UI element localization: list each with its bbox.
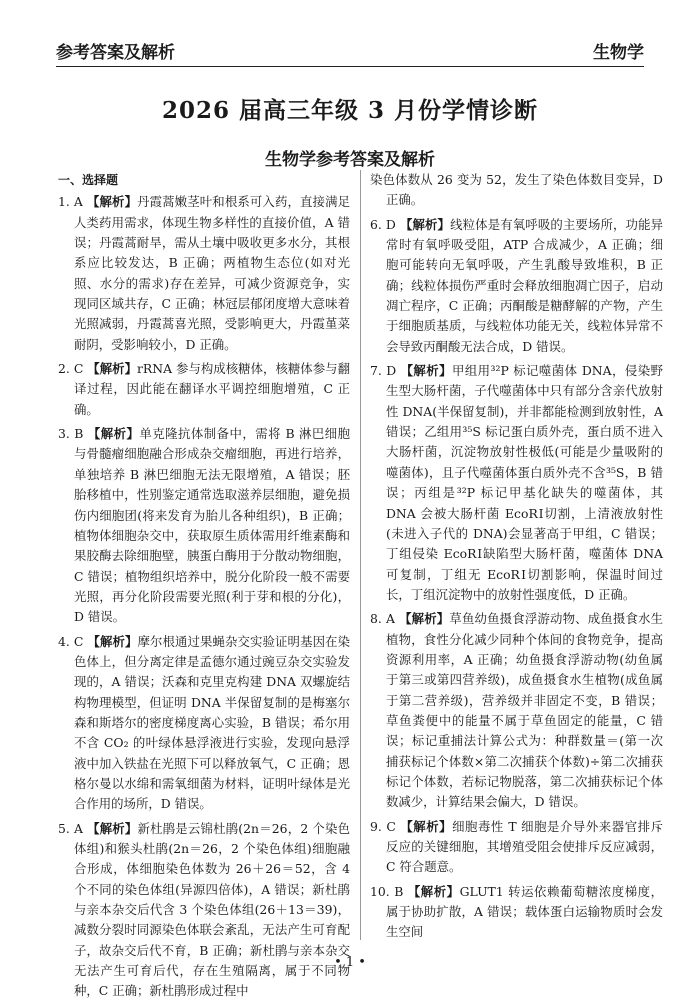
answer-item	[370, 215, 663, 357]
analysis-text: 甲组用³²P 标记噬菌体 DNA，侵染野生型大肠杆菌，子代噬菌体中只有部分含亲代放射性 DNA(半保留复制)，并非都能检测到放射性，A 错误；乙组用³⁵S 标记蛋白质外壳，蛋白质不进入大肠杆菌，沉淀物放射性极低(可能是少量吸附的噬菌体)，且子代噬菌体蛋白质外壳不含³⁵S，B 错误；丙组是³²P 标记甲基化缺失的噬菌体，其 DNA 会被大肠杆菌 EcoRⅠ切割，上清液放射性(未进入子代的 DNA)会显著高于甲组，C 错误；丁组侵染 EcoRⅠ缺陷型大肠杆菌，噬菌体 DNA 可复制，丁组无 EcoRⅠ切割影响，保温时间过长，丁组沉淀物中的放射性强度低，D 正确。	[386, 363, 663, 602]
answer-item	[370, 609, 663, 812]
column-divider	[360, 170, 361, 940]
question-number: 1.	[58, 194, 70, 210]
answer-choice: A	[385, 611, 395, 627]
answer-choice: A	[73, 820, 83, 836]
analysis-text: 草鱼幼鱼摄食浮游动物、成鱼摄食水生植物，食性分化减少同种个体间的食物竞争，提高资源利用率，A 正确；幼鱼摄食浮游动物(幼鱼属于第三或第四营养级)，成鱼摄食水生植物(成鱼属于第二营养级)，营养级并非固定不变，B 错误；草鱼粪便中的能量不属于草鱼固定的能量，C 错误；标记重捕法计算公式为：种群数量＝(第一次捕获标记个体数×第二次捕获个体数)÷第二次捕获标记个体数，若标记物脱落，第二次捕获标记个体数减少，计算结果会偏大，D 错误。	[386, 611, 664, 810]
answer-item	[370, 882, 663, 943]
analysis-tag: 【解析】	[86, 194, 138, 210]
answer-item	[370, 170, 663, 211]
analysis-tag: 【解析】	[400, 363, 452, 379]
analysis-tag: 【解析】	[407, 883, 460, 899]
analysis-tag: 【解析】	[399, 611, 450, 627]
question-number: 9.	[370, 818, 382, 834]
question-number: 10.	[370, 883, 390, 899]
section-heading: 一、选择题	[58, 173, 119, 187]
analysis-text: rRNA 参与构成核糖体，核糖体参与翻译过程，因此能在翻译水平调控细胞增殖，C 正确。	[74, 361, 350, 417]
document-subtitle: 生物学参考答案及解析	[265, 150, 435, 170]
answer-choice: D	[385, 216, 396, 232]
question-number: 2.	[58, 361, 70, 377]
analysis-text: 新杜鹃是云锦杜鹃(2n＝26，2 个染色体组)和猴头杜鹃(2n＝26，2 个染色体组)细胞融合形成，体细胞染色体数为 26＋26＝52，含 4 个不同的染色体组(异源四倍体)，A 错误；新杜鹃与亲本杂交后代含 3 个染色体组(26＋13＝39)，减数分裂时同源染色体联会紊乱，无法产生可育配子，故杂交后代不育，B 正确；新杜鹃与亲本杂交无法产生可育后代，存在生殖隔离，属于不同物种，C 正确；新杜鹃形成过程中	[74, 820, 350, 999]
analysis-tag: 【解析】	[400, 818, 453, 834]
question-number: 3.	[58, 426, 70, 442]
analysis-text: 细胞毒性 T 细胞是介导外来器官排斥反应的关键细胞，其增殖受阻会使排斥反应减弱，C 符合题意。	[386, 818, 663, 875]
analysis-tag: 【解析】	[87, 633, 138, 649]
question-number: 5.	[58, 820, 70, 836]
question-number: 6.	[370, 216, 382, 232]
analysis-tag: 【解析】	[399, 216, 451, 232]
analysis-text: 单克隆抗体制备中，需将 B 淋巴细胞与骨髓瘤细胞融合形成杂交瘤细胞，再进行培养，单独培养 B 淋巴细胞无法无限增殖，A 错误；胚胎移植中，性别鉴定通常选取滋养层细胞，避免损伤内细胞团(将来发育为胎儿各种组织)，B 正确；植物体细胞杂交中，获取原生质体需用纤维素酶和果胶酶去除细胞壁，胰蛋白酶用于分散动物细胞，C 错误；植物组织培养中，脱分化阶段一般不需要光照，再分化阶段需要光照(利于芽和根的分化)，D 错误。	[74, 426, 351, 625]
answer-item	[58, 192, 350, 355]
left-column	[58, 170, 350, 1006]
right-column	[370, 170, 663, 947]
analysis-tag: 【解析】	[87, 820, 138, 836]
page-header	[56, 30, 644, 67]
answer-item	[58, 424, 350, 627]
answer-choice: D	[386, 363, 397, 379]
analysis-text: 摩尔根通过果蝇杂交实验证明基因在染色体上，但分离定律是孟德尔通过豌豆杂交实验发现的，A 错误；沃森和克里克构建 DNA 双螺旋结构物理模型，但证明 DNA 半保留复制的是梅塞尔森和斯塔尔的密度梯度离心实验，B 错误；希尔用不含 CO₂ 的叶绿体悬浮液进行实验，发现向悬浮液中加入铁盐在光照下可以释放氧气，C 正确；恩格尔曼以水绵和需氧细菌为材料，证明叶绿体是光合作用的场所，D 错误。	[74, 633, 350, 812]
answer-item	[58, 359, 350, 420]
answer-item	[370, 817, 663, 878]
answer-choice: C	[386, 818, 396, 834]
answer-item	[58, 819, 350, 1002]
question-number: 7.	[370, 363, 382, 379]
answer-choice: B	[74, 426, 84, 442]
analysis-text: 线粒体是有氧呼吸的主要场所，功能异常时有氧呼吸受阻，ATP 合成减少，A 正确；细胞可能转向无氧呼吸，产生乳酸导致堆积，B 正确；线粒体损伤严重时会释放细胞凋亡因子，启动凋亡程序，C 正确；丙酮酸是糖酵解的产物，产生于细胞质基质，与线粒体功能无关，线粒体异常不会导致丙酮酸无法合成，D 错误。	[386, 216, 664, 354]
document-title: 2026 届高三年级 3 月份学情诊断	[161, 97, 539, 124]
header-subject-label: 生物学	[593, 43, 644, 63]
question-number: 4.	[58, 633, 70, 649]
analysis-text: 染色体数从 26 变为 52，发生了染色体数目变异，D 正确。	[370, 172, 663, 208]
answer-choice: B	[394, 883, 404, 899]
analysis-tag: 【解析】	[87, 426, 140, 442]
header-left-label: 参考答案及解析	[56, 43, 175, 63]
answer-item	[58, 632, 350, 815]
question-number: 8.	[370, 611, 382, 627]
analysis-text: GLUT1 转运依赖葡萄糖浓度梯度，属于协助扩散，A 错误；载体蛋白运输物质时会发生空间	[386, 883, 663, 940]
answer-choice: A	[73, 194, 83, 210]
answer-choice: C	[73, 633, 84, 649]
answer-item	[370, 361, 663, 605]
analysis-tag: 【解析】	[87, 361, 137, 377]
answer-choice: C	[73, 361, 84, 377]
page-number: • 1 •	[334, 955, 366, 970]
analysis-text: 丹霞蒿嫩茎叶和根系可入药，直接满足人类药用需求，体现生物多样性的直接价值，A 错误；丹霞蒿耐旱，需从土壤中吸收更多水分，其根系应比较发达，B 正确；两植物生态位(如对光照、水分的需求)存在差异，可减少资源竞争，实现同区域共存，C 正确；林冠层郁闭度增大意味着光照减弱，丹霞蒿喜光照，受影响更大，丹霞堇菜耐阴，受影响较小，D 正确。	[74, 194, 351, 352]
